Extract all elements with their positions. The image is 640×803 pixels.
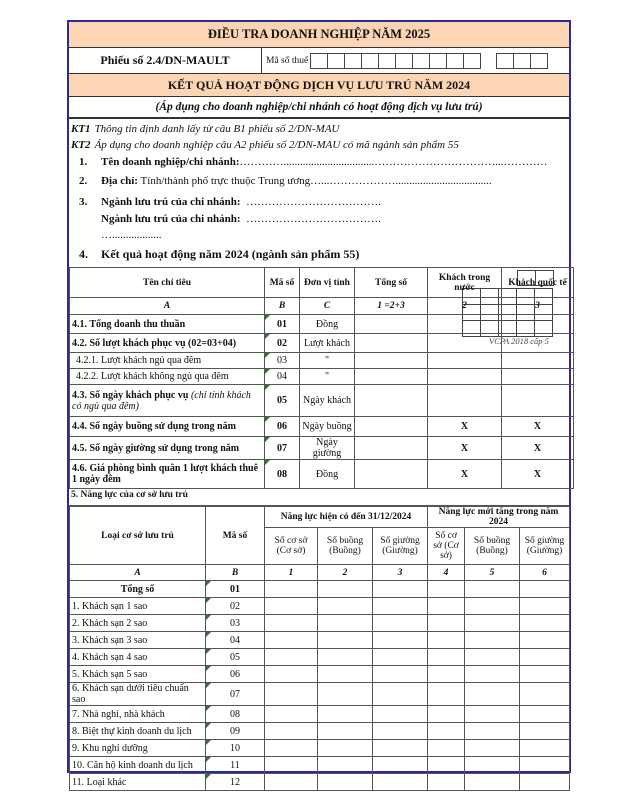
q4-number: 4. — [79, 247, 88, 261]
col-code-3: 3 — [502, 298, 574, 315]
header-unit: Đơn vị tính — [300, 268, 355, 298]
new-facilities-input[interactable] — [428, 666, 465, 683]
question-3c — [79, 229, 459, 245]
new-beds-input[interactable] — [520, 723, 570, 740]
existing-rooms-input[interactable] — [318, 581, 373, 598]
indicator-label: 4.2.1. Lượt khách ngủ qua đêm — [76, 355, 202, 366]
survey-title: ĐIỀU TRA DOANH NGHIỆP NĂM 2025 — [69, 22, 569, 48]
domestic-input[interactable] — [428, 315, 502, 334]
indicator-name — [70, 353, 265, 369]
domestic-input[interactable]: X — [428, 460, 502, 489]
header-international: Khách quốc tế — [502, 268, 574, 298]
header-indicator: Tên chỉ tiêu — [70, 268, 265, 298]
table-row — [70, 757, 570, 774]
col-code-2: 2 — [318, 565, 373, 581]
col-code-2: 2 — [428, 298, 502, 315]
table-row — [70, 683, 570, 706]
col-code-5: 5 — [465, 565, 520, 581]
unit: " — [300, 353, 355, 369]
table1-code-row — [70, 298, 574, 315]
international-input[interactable]: X — [502, 437, 574, 460]
facility-type: 11. Loại khác — [70, 774, 206, 791]
table-row — [70, 666, 570, 683]
table-row — [70, 632, 570, 649]
total-input[interactable] — [355, 353, 428, 369]
new-beds-input[interactable] — [520, 683, 570, 706]
row-code: 01 — [206, 581, 265, 598]
col-code-6: 6 — [520, 565, 570, 581]
unit: Lượt khách — [300, 334, 355, 353]
new-beds-input[interactable] — [520, 581, 570, 598]
header-existing-facilities: Số cơ sở (Cơ sở) — [265, 528, 318, 565]
row-code: 07 — [265, 437, 300, 460]
tax-code-label: Mã số thuế — [266, 55, 309, 66]
existing-facilities-input[interactable] — [265, 632, 318, 649]
new-rooms-input[interactable] — [465, 581, 520, 598]
table1-header-row — [70, 268, 574, 298]
note-kt2 — [71, 139, 459, 151]
existing-beds-input[interactable] — [373, 706, 428, 723]
indicator-label: 4.5. Số ngày giường sử dụng trong năm — [72, 442, 240, 454]
new-beds-input[interactable] — [520, 649, 570, 666]
row-code: 11 — [206, 757, 265, 774]
digit-box[interactable] — [446, 53, 464, 69]
existing-facilities-input[interactable] — [265, 774, 318, 791]
header-new-capacity: Năng lực mới tăng trong năm 2024 — [428, 507, 570, 528]
unit: " — [300, 369, 355, 385]
indicator-label: 4.6. Giá phòng bình quân 1 lượt khách thuê 1 ngày đêm — [72, 463, 259, 485]
header-new-beds: Số giường (Giường) — [520, 528, 570, 565]
new-facilities-input[interactable] — [428, 598, 465, 615]
industry-field-b[interactable]: ………………………………. — [246, 213, 381, 225]
col-code-1: 1 =2+3 — [355, 298, 428, 315]
existing-facilities-input[interactable] — [265, 598, 318, 615]
total-input[interactable] — [355, 385, 428, 417]
new-facilities-input[interactable] — [428, 581, 465, 598]
row-code: 09 — [206, 723, 265, 740]
new-rooms-input[interactable] — [465, 774, 520, 791]
address-field[interactable]: Tỉnh/thành phố trực thuộc Trung ương…...………………................................... — [140, 175, 492, 187]
survey-form — [67, 20, 571, 788]
new-rooms-input[interactable] — [465, 666, 520, 683]
domestic-input[interactable]: X — [428, 417, 502, 437]
international-input[interactable]: X — [502, 417, 574, 437]
table-row — [70, 437, 574, 460]
table-row — [70, 315, 574, 334]
facility-type: 4. Khách sạn 4 sao — [70, 649, 206, 666]
col-code-b: B — [206, 565, 265, 581]
existing-beds-input[interactable] — [373, 598, 428, 615]
q1-label: Tên doanh nghiệp/chi nhánh: — [101, 156, 240, 168]
kt1-code: KT1 — [71, 123, 91, 135]
indicator-name — [70, 369, 265, 385]
new-beds-input[interactable] — [520, 740, 570, 757]
new-beds-input[interactable] — [520, 706, 570, 723]
facility-type: 5. Khách sạn 5 sao — [70, 666, 206, 683]
existing-rooms-input[interactable] — [318, 598, 373, 615]
col-code-a: A — [70, 565, 206, 581]
indicator-note: (chỉ tính khách có ngủ qua đêm) — [72, 389, 251, 412]
industry-field-c[interactable]: ….................. — [101, 229, 162, 241]
table-row — [70, 369, 574, 385]
indicator-name — [70, 437, 265, 460]
existing-rooms-input[interactable] — [318, 757, 373, 774]
row-code: 07 — [206, 683, 265, 706]
question-3 — [79, 196, 459, 212]
total-input[interactable] — [355, 437, 428, 460]
new-rooms-input[interactable] — [465, 706, 520, 723]
table-row — [70, 615, 570, 632]
indicator-label: 4.2.2. Lượt khách không ngủ qua đêm — [76, 371, 229, 382]
note-kt1 — [71, 123, 340, 135]
digit-box[interactable] — [361, 53, 379, 69]
existing-rooms-input[interactable] — [318, 723, 373, 740]
table-row — [70, 581, 570, 598]
new-beds-input[interactable] — [520, 632, 570, 649]
row-code: 08 — [206, 706, 265, 723]
col-code-b: B — [265, 298, 300, 315]
new-rooms-input[interactable] — [465, 615, 520, 632]
new-rooms-input[interactable] — [465, 740, 520, 757]
existing-beds-input[interactable] — [373, 632, 428, 649]
indicator-name — [70, 315, 265, 334]
existing-beds-input[interactable] — [373, 774, 428, 791]
existing-rooms-input[interactable] — [318, 740, 373, 757]
q3-number: 3. — [79, 196, 88, 208]
existing-facilities-input[interactable] — [265, 706, 318, 723]
new-facilities-input[interactable] — [428, 757, 465, 774]
q2-number: 2. — [79, 175, 88, 187]
existing-beds-input[interactable] — [373, 740, 428, 757]
international-input[interactable] — [502, 334, 574, 353]
col-code-1: 1 — [265, 565, 318, 581]
header-total: Tổng số — [355, 268, 428, 298]
indicator-label: 4.4. Số ngày buồng sử dụng trong năm — [72, 421, 236, 432]
unit: Ngày buồng — [300, 417, 355, 437]
col-code-a: A — [70, 298, 265, 315]
question-4 — [79, 247, 559, 263]
table2-code-row — [70, 565, 570, 581]
indicator-label: 4.1. Tổng doanh thu thuần — [72, 318, 186, 330]
table-row — [70, 417, 574, 437]
international-input[interactable] — [502, 315, 574, 334]
header-existing-rooms: Số buồng (Buồng) — [318, 528, 373, 565]
total-input[interactable] — [355, 369, 428, 385]
digit-box[interactable] — [463, 53, 481, 69]
row-code: 03 — [206, 615, 265, 632]
question-2 — [79, 175, 559, 191]
kt2-code: KT2 — [71, 139, 91, 151]
existing-facilities-input[interactable] — [265, 666, 318, 683]
table-row — [70, 723, 570, 740]
existing-rooms-input[interactable] — [318, 615, 373, 632]
new-facilities-input[interactable] — [428, 706, 465, 723]
row-code: 02 — [206, 598, 265, 615]
existing-facilities-input[interactable] — [265, 683, 318, 706]
existing-rooms-input[interactable] — [318, 706, 373, 723]
vcpa-note: VCPA 2018 cấp 5 — [489, 336, 549, 346]
existing-rooms-input[interactable] — [318, 649, 373, 666]
row-code: 10 — [206, 740, 265, 757]
digit-box[interactable] — [395, 53, 413, 69]
tax-code-input-branch[interactable] — [497, 53, 548, 69]
row-code: 01 — [265, 315, 300, 334]
existing-beds-input[interactable] — [373, 757, 428, 774]
domestic-input[interactable] — [428, 385, 502, 417]
industry-field-a[interactable]: ………………………………. — [246, 196, 381, 208]
facility-type: 10. Căn hộ kinh doanh du lịch — [70, 757, 206, 774]
indicator-label: 4.2. Số lượt khách phục vụ (02=03+04) — [72, 337, 237, 349]
new-facilities-input[interactable] — [428, 632, 465, 649]
unit: Đồng — [300, 315, 355, 334]
total-input[interactable] — [355, 334, 428, 353]
unit: Ngày giường — [300, 437, 355, 460]
row-code: 04 — [206, 632, 265, 649]
existing-rooms-input[interactable] — [318, 666, 373, 683]
digit-box[interactable] — [344, 53, 362, 69]
facility-type: 1. Khách sạn 1 sao — [70, 598, 206, 615]
domestic-input[interactable] — [428, 353, 502, 369]
indicator-label: 4.3. Số ngày khách phục vụ — [72, 389, 189, 401]
existing-beds-input[interactable] — [373, 649, 428, 666]
q4-label: Kết quả hoạt động năm 2024 (ngành sản phẩm 55) — [101, 247, 360, 261]
existing-beds-input[interactable] — [373, 723, 428, 740]
international-input[interactable] — [502, 353, 574, 369]
row-code: 06 — [265, 417, 300, 437]
form-id-row — [69, 48, 569, 74]
existing-facilities-input[interactable] — [265, 740, 318, 757]
new-facilities-input[interactable] — [428, 740, 465, 757]
row-code: 04 — [265, 369, 300, 385]
activity-results-table — [69, 267, 574, 489]
kt1-text: Thông tin định danh lấy từ câu B1 phiếu số 2/DN-MAU — [94, 123, 340, 135]
facility-type: 9. Khu nghỉ dưỡng — [70, 740, 206, 757]
header-existing-capacity: Năng lực hiện có đến 31/12/2024 — [265, 507, 428, 528]
new-rooms-input[interactable] — [465, 757, 520, 774]
facility-type: 6. Khách sạn dưới tiêu chuẩn sao — [70, 683, 206, 706]
col-code-4: 4 — [428, 565, 465, 581]
table-row — [70, 706, 570, 723]
header-new-facilities: Số cơ sở (Cơ sở) — [428, 528, 465, 565]
international-input[interactable] — [502, 385, 574, 417]
report-title: KẾT QUẢ HOẠT ĐỘNG DỊCH VỤ LƯU TRÚ NĂM 2024 — [69, 74, 569, 97]
new-beds-input[interactable] — [520, 598, 570, 615]
new-facilities-input[interactable] — [428, 683, 465, 706]
new-rooms-input[interactable] — [465, 683, 520, 706]
header-facility-type: Loại cơ sở lưu trú — [70, 507, 206, 565]
new-rooms-input[interactable] — [465, 723, 520, 740]
digit-box[interactable] — [513, 53, 531, 69]
question-3b — [79, 213, 459, 229]
row-code: 12 — [206, 774, 265, 791]
new-rooms-input[interactable] — [465, 649, 520, 666]
new-beds-input[interactable] — [520, 757, 570, 774]
new-facilities-input[interactable] — [428, 649, 465, 666]
table-row — [70, 353, 574, 369]
international-input[interactable]: X — [502, 460, 574, 489]
domestic-input[interactable] — [428, 369, 502, 385]
header-domestic: Khách trong nước — [428, 268, 502, 298]
existing-facilities-input[interactable] — [265, 723, 318, 740]
total-input[interactable] — [355, 417, 428, 437]
facility-type: 8. Biệt thự kinh doanh du lịch — [70, 723, 206, 740]
q2-label: Địa chỉ: — [101, 175, 138, 187]
row-code: 02 — [265, 334, 300, 353]
kt2-text: Áp dụng cho doanh nghiệp câu A2 phiếu số 2/DN-MAU có mã ngành sản phẩm 55 — [94, 139, 459, 151]
table-row — [70, 334, 574, 353]
q1-number: 1. — [79, 156, 88, 168]
new-beds-input[interactable] — [520, 615, 570, 632]
table-row — [70, 740, 570, 757]
row-code: 05 — [265, 385, 300, 417]
facility-type: 7. Nhà nghỉ, nhà khách — [70, 706, 206, 723]
digit-box[interactable] — [412, 53, 430, 69]
unit: Ngày khách — [300, 385, 355, 417]
new-facilities-input[interactable] — [428, 615, 465, 632]
col-code-3: 3 — [373, 565, 428, 581]
question-1 — [79, 156, 559, 172]
total-input[interactable] — [355, 315, 428, 334]
company-name-field[interactable]: ………….................................……………………………...………… — [239, 156, 548, 168]
indicator-name — [70, 385, 265, 417]
new-rooms-input[interactable] — [465, 598, 520, 615]
row-code: 08 — [265, 460, 300, 489]
indicator-name — [70, 417, 265, 437]
digit-box[interactable] — [378, 53, 396, 69]
existing-facilities-input[interactable] — [265, 615, 318, 632]
applicability-note: (Áp dụng cho doanh nghiệp/chi nhánh có hoạt động dịch vụ lưu trú) — [69, 97, 569, 119]
form-number: Phiếu số 2.4/DN-MAULT — [69, 48, 262, 73]
row-code: 05 — [206, 649, 265, 666]
existing-facilities-input[interactable] — [265, 649, 318, 666]
header-code: Mã số — [206, 507, 265, 565]
q3-label-b: Ngành lưu trú của chi nhánh: — [101, 213, 241, 225]
header-existing-beds: Số giường (Giường) — [373, 528, 428, 565]
existing-beds-input[interactable] — [373, 615, 428, 632]
existing-facilities-input[interactable] — [265, 757, 318, 774]
table-row — [70, 598, 570, 615]
new-beds-input[interactable] — [520, 666, 570, 683]
existing-rooms-input[interactable] — [318, 632, 373, 649]
row-code: 06 — [206, 666, 265, 683]
domestic-input[interactable] — [428, 334, 502, 353]
new-rooms-input[interactable] — [465, 632, 520, 649]
digit-box[interactable] — [496, 53, 514, 69]
existing-beds-input[interactable] — [373, 581, 428, 598]
indicator-name — [70, 334, 265, 353]
existing-beds-input[interactable] — [373, 683, 428, 706]
digit-box[interactable] — [530, 53, 548, 69]
tax-code-input-main[interactable] — [311, 53, 481, 69]
digit-box[interactable] — [327, 53, 345, 69]
col-code-c: C — [300, 298, 355, 315]
new-facilities-input[interactable] — [428, 723, 465, 740]
table-row — [70, 385, 574, 417]
capacity-table — [69, 506, 570, 791]
header-new-rooms: Số buồng (Buồng) — [465, 528, 520, 565]
existing-rooms-input[interactable] — [318, 683, 373, 706]
digit-box[interactable] — [310, 53, 328, 69]
existing-facilities-input[interactable] — [265, 581, 318, 598]
q3-label-a: Ngành lưu trú của chi nhánh: — [101, 196, 241, 208]
row-code: 03 — [265, 353, 300, 369]
domestic-input[interactable]: X — [428, 437, 502, 460]
section-5-title: 5. Năng lực của cơ sở lưu trú — [69, 484, 569, 506]
facility-type: Tổng số — [70, 581, 206, 598]
digit-box[interactable] — [429, 53, 447, 69]
table2-group-row — [70, 507, 570, 528]
facility-type: 3. Khách sạn 3 sao — [70, 632, 206, 649]
table-row — [70, 649, 570, 666]
unit: Đồng — [300, 460, 355, 489]
header-code: Mã số — [265, 268, 300, 298]
new-facilities-input[interactable] — [428, 774, 465, 791]
table-row — [70, 774, 570, 791]
new-beds-input[interactable] — [520, 774, 570, 791]
facility-type: 2. Khách sạn 2 sao — [70, 615, 206, 632]
existing-rooms-input[interactable] — [318, 774, 373, 791]
existing-beds-input[interactable] — [373, 666, 428, 683]
international-input[interactable] — [502, 369, 574, 385]
